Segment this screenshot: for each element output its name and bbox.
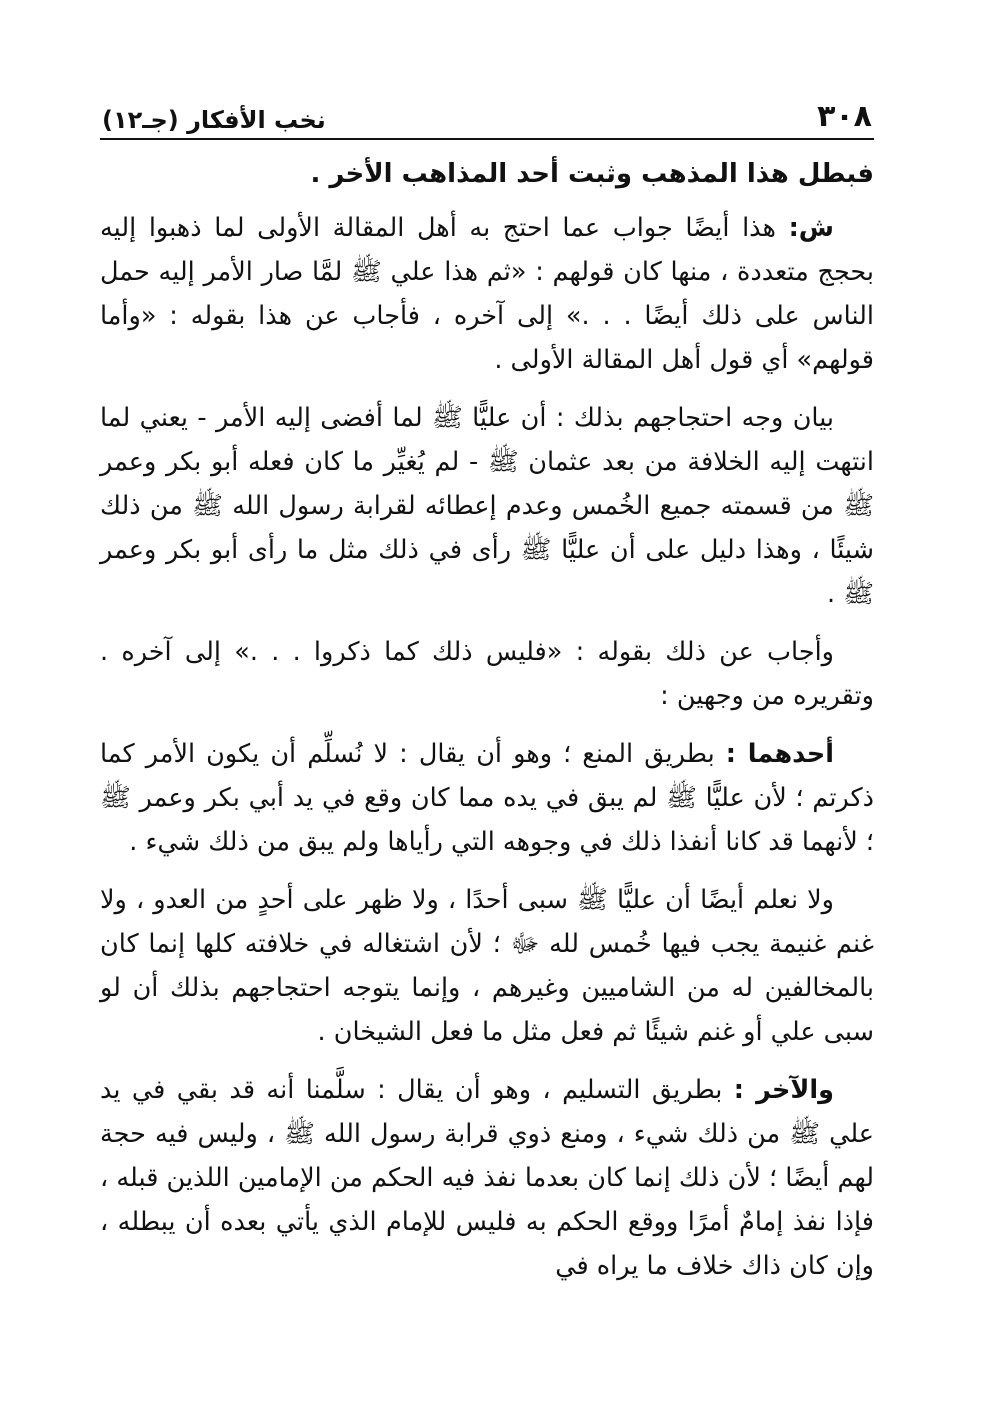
page-number: ٣٠٨ xyxy=(817,99,872,134)
page-header xyxy=(100,92,874,140)
paragraph-4-text: وأجاب عن ذلك بقوله : «فليس ذلك كما ذكروا . . .» إلى آخره . وتقريره من وجهين : xyxy=(100,637,874,711)
paragraph-2-text: هذا أيضًا جواب عما احتج به أهل المقالة الأولى لما ذهبوا إليه بحجج متعددة ، منها كان قولهم : «ثم هذا علي ﷺ لمَّا صار الأمر إليه حمل الناس على ذلك أيضًا . . .» إلى آخره ، فأجاب عن هذا بقوله : «وأما قولهم» أي قول أهل المقالة الأولى . xyxy=(100,213,874,375)
running-title: نخب الأفكار (جـ١٢) xyxy=(102,106,326,134)
page-body xyxy=(100,152,874,1288)
paragraph-2 xyxy=(100,206,874,382)
paragraph-7 xyxy=(100,1068,874,1288)
paragraph-5 xyxy=(100,732,874,864)
paragraph-6-text: ولا نعلم أيضًا أن عليًّا ﷺ سبى أحدًا ، ولا ظهر على أحدٍ من العدو ، ولا غنم غنيمة يجب فيها خُمس لله ﷻ ؛ لأن اشتغاله في خلافته كلها إنما كان بالمخالفين له من الشاميين وغيرهم ، وإنما يتوجه احتجاجهم بذلك أن لو سبى علي أو غنم شيئًا ثم فعل مثل ما فعل الشيخان . xyxy=(100,885,874,1047)
paragraph-1-text: فبطل هذا المذهب وثبت أحد المذاهب الأخر . xyxy=(310,159,874,189)
paragraph-3-text: بيان وجه احتجاجهم بذلك : أن عليًّا ﷺ لما أفضى إليه الأمر - يعني لما انتهت إليه الخلافة من بعد عثمان ﷺ - لم يُغيِّر ما كان فعله أبو بكر وعمر ﷺ من قسمته جميع الخُمس وعدم إعطائه لقرابة رسول الله ﷺ من ذلك شيئًا ، وهذا دليل على أن عليًّا ﷺ رأى في ذلك مثل ما رأى أبو بكر وعمر ﷺ . xyxy=(100,403,874,609)
paragraph-5-text: بطريق المنع ؛ وهو أن يقال : لا نُسلِّم أن يكون الأمر كما ذكرتم ؛ لأن عليًّا ﷺ لم يبق في يده مما كان وقع في يد أبي بكر وعمر ﷺ ؛ لأنهما قد كانا أنفذا ذلك في وجوهه التي رأياها ولم يبق من ذلك شيء . xyxy=(100,739,874,857)
paragraph-4 xyxy=(100,630,874,718)
document-page xyxy=(100,92,874,1302)
paragraph-6 xyxy=(100,878,874,1054)
paragraph-2-lead: ش: xyxy=(788,213,834,243)
paragraph-7-text: بطريق التسليم ، وهو أن يقال : سلَّمنا أنه قد بقي في يد علي ﷺ من ذلك شيء ، ومنع ذوي قرابة رسول الله ﷺ ، وليس فيه حجة لهم أيضًا ؛ لأن ذلك إنما كان بعدما نفذ فيه الحكم من الإمامين اللذين قبله ، فإذا نفذ إمامٌ أمرًا ووقع الحكم به فليس للإمام الذي يأتي بعده أن يبطله ، وإن كان ذاك خلاف ما يراه في xyxy=(100,1075,874,1281)
paragraph-7-lead: والآخر : xyxy=(733,1075,834,1105)
paragraph-3 xyxy=(100,396,874,616)
paragraph-5-lead: أحدهما : xyxy=(725,739,834,769)
paragraph-1 xyxy=(100,152,874,196)
